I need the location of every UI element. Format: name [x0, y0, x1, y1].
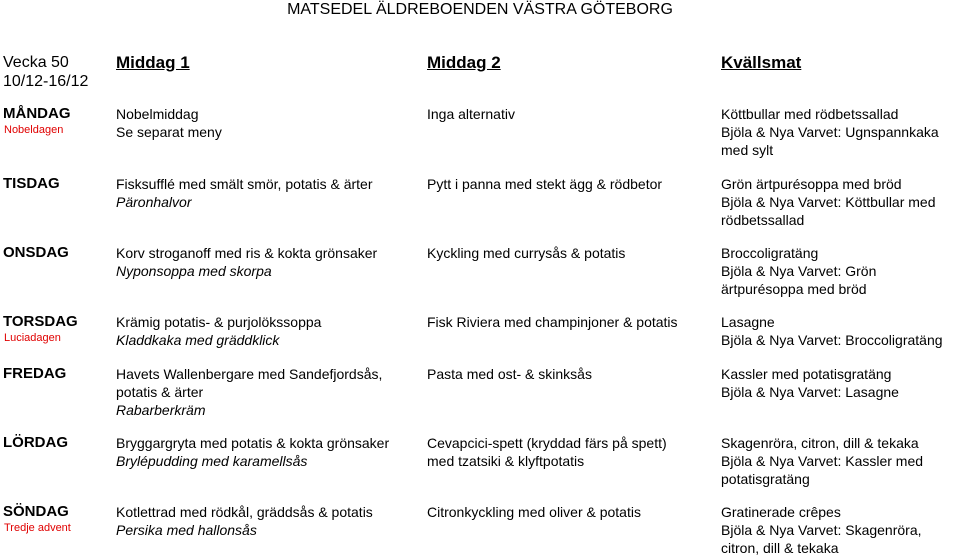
day-cell: [3, 434, 68, 452]
column-header-middag-1: Middag 1: [116, 53, 190, 72]
middag-2-dish: Kyckling med currysås & potatis: [427, 245, 626, 261]
kvallsmat-cell: [721, 175, 936, 229]
kvallsmat-dish: Broccoligratäng: [721, 245, 819, 261]
middag-1-dish: potatis & ärter: [116, 384, 204, 400]
middag-2-dish: Pasta med ost- & skinksås: [427, 366, 592, 382]
kvallsmat-dish: rödbetssallad: [721, 212, 805, 228]
day-name: FREDAG: [3, 365, 67, 382]
kvallsmat-dish: Bjöla & Nya Varvet: Köttbullar med: [721, 194, 936, 210]
kvallsmat-dish: Lasagne: [721, 314, 775, 330]
middag-2-dish: Fisk Riviera med champinjoner & potatis: [427, 314, 678, 330]
week-number: Vecka 50: [3, 54, 69, 71]
kvallsmat-dish: Kassler med potatisgratäng: [721, 366, 892, 382]
day-name: LÖRDAG: [3, 434, 68, 451]
middag-1-cell: [116, 105, 222, 141]
middag-1-cell: [116, 313, 321, 349]
day-cell: [3, 105, 71, 137]
kvallsmat-cell: [721, 365, 899, 401]
kvallsmat-dish: Köttbullar med rödbetssallad: [721, 106, 899, 122]
week-label: [3, 53, 88, 91]
day-cell: [3, 175, 60, 193]
kvallsmat-dish: Gratinerade crêpes: [721, 504, 841, 520]
kvallsmat-dish: ärtpurésoppa med bröd: [721, 281, 867, 297]
column-header-kvallsmat: Kvällsmat: [721, 53, 802, 72]
kvallsmat-cell: [721, 434, 923, 488]
kvallsmat-dish: Bjöla & Nya Varvet: Skagenröra,: [721, 522, 922, 538]
middag-2-cell: [427, 313, 678, 331]
kvallsmat-dish: med sylt: [721, 142, 774, 158]
middag-1-dessert: Kladdkaka med gräddklick: [116, 332, 280, 348]
kvallsmat-dish: Bjöla & Nya Varvet: Broccoligratäng: [721, 332, 943, 348]
kvallsmat-dish: potatisgratäng: [721, 471, 810, 487]
middag-2-dish: Pytt i panna med stekt ägg & rödbetor: [427, 176, 663, 192]
kvallsmat-dish: citron, dill & tekaka: [721, 540, 839, 556]
middag-1-cell: [116, 244, 377, 280]
middag-1-dish: Korv stroganoff med ris & kokta grönsaker: [116, 245, 378, 261]
week-dates: 10/12-16/12: [3, 73, 89, 90]
middag-2-cell: [427, 434, 667, 470]
middag-1-dish: Se separat meny: [116, 124, 222, 140]
middag-1-cell: [116, 365, 382, 419]
day-name: MÅNDAG: [3, 105, 71, 122]
kvallsmat-cell: [721, 244, 876, 298]
day-note: Luciadagen: [4, 332, 61, 344]
middag-2-dish: Cevapcici-spett (kryddad färs på spett): [427, 435, 667, 451]
kvallsmat-dish: Bjöla & Nya Varvet: Grön: [721, 263, 877, 279]
kvallsmat-dish: Bjöla & Nya Varvet: Ugnspannkaka: [721, 124, 939, 140]
middag-2-cell: [427, 175, 662, 193]
day-name: ONSDAG: [3, 244, 69, 261]
middag-2-dish: Citronkyckling med oliver & potatis: [427, 504, 641, 520]
middag-1-dish: Bryggargryta med potatis & kokta grönsaker: [116, 435, 390, 451]
day-note: Tredje advent: [4, 522, 71, 534]
kvallsmat-cell: [721, 313, 943, 349]
middag-1-dessert: Päronhalvor: [116, 194, 192, 210]
kvallsmat-dish: Skagenröra, citron, dill & tekaka: [721, 435, 919, 451]
day-name: TISDAG: [3, 175, 60, 192]
middag-1-dessert: Nyponsoppa med skorpa: [116, 263, 272, 279]
middag-1-cell: [116, 434, 389, 470]
middag-1-dessert: Brylépudding med karamellsås: [116, 453, 308, 469]
middag-2-cell: [427, 365, 592, 383]
day-cell: [3, 365, 66, 383]
day-name: TORSDAG: [3, 313, 78, 330]
middag-1-dish: Fisksufflé med smält smör, potatis & ärter: [116, 176, 373, 192]
day-cell: [3, 503, 71, 535]
middag-2-dish: med tzatsiki & klyftpotatis: [427, 453, 585, 469]
page-title: MATSEDEL ÄLDREBOENDEN VÄSTRA GÖTEBORG: [287, 1, 673, 18]
middag-1-dessert: Rabarberkräm: [116, 402, 206, 418]
middag-1-dish: Krämig potatis- & purjolökssoppa: [116, 314, 322, 330]
middag-2-cell: [427, 503, 641, 521]
middag-1-dish: Kotlettrad med rödkål, gräddsås & potatis: [116, 504, 373, 520]
kvallsmat-dish: Bjöla & Nya Varvet: Kassler med: [721, 453, 924, 469]
day-cell: [3, 313, 78, 345]
middag-1-dish: Nobelmiddag: [116, 106, 199, 122]
kvallsmat-dish: Bjöla & Nya Varvet: Lasagne: [721, 384, 899, 400]
day-note: Nobeldagen: [4, 124, 64, 136]
middag-1-dish: Havets Wallenbergare med Sandefjordsås,: [116, 366, 383, 382]
middag-2-dish: Inga alternativ: [427, 106, 515, 122]
day-cell: [3, 244, 69, 262]
middag-1-cell: [116, 503, 373, 539]
middag-1-cell: [116, 175, 373, 211]
kvallsmat-cell: [721, 503, 922, 557]
kvallsmat-cell: [721, 105, 939, 159]
middag-2-cell: [427, 105, 515, 123]
middag-1-dessert: Persika med hallonsås: [116, 522, 257, 538]
column-header-middag-2: Middag 2: [427, 53, 501, 72]
day-name: SÖNDAG: [3, 503, 69, 520]
middag-2-cell: [427, 244, 625, 262]
kvallsmat-dish: Grön ärtpurésoppa med bröd: [721, 176, 902, 192]
